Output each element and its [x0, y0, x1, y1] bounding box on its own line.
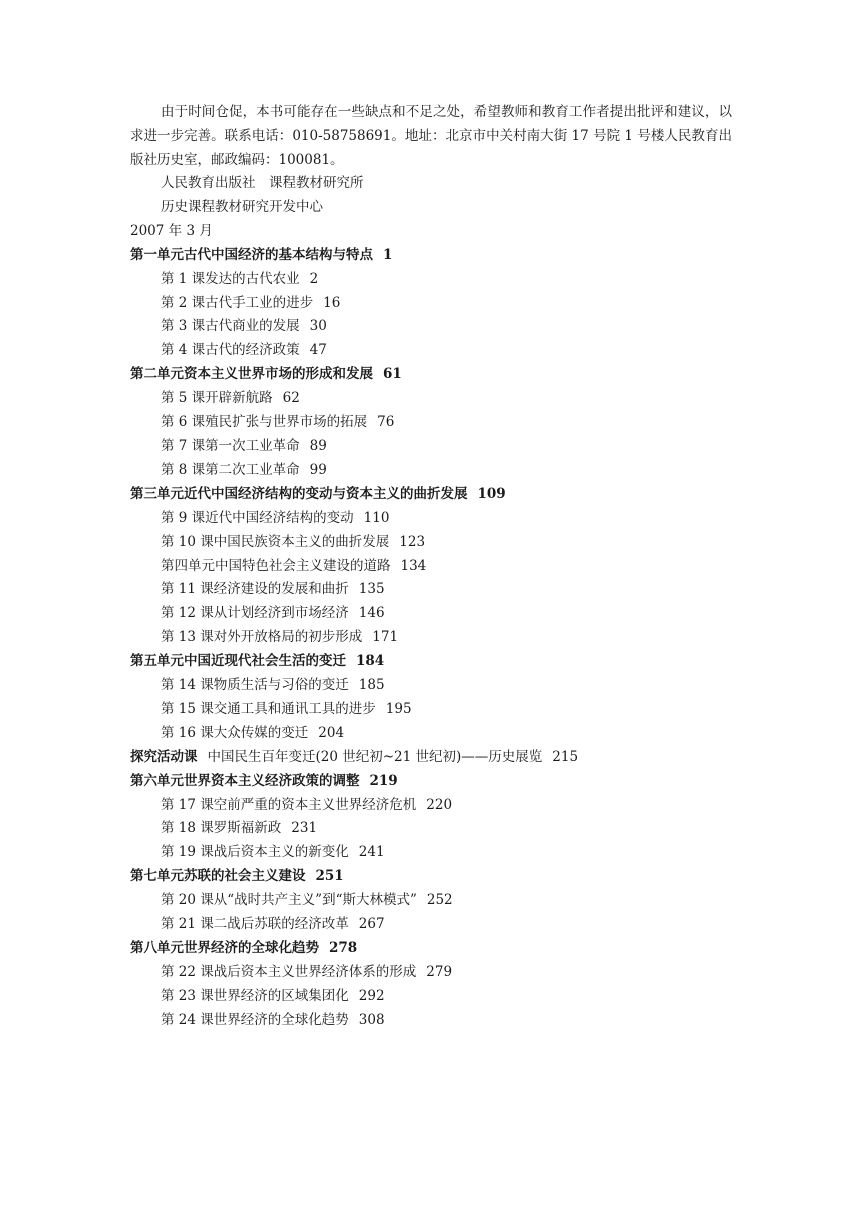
toc-unit-entry [130, 937, 732, 961]
publisher-line: 人民教育出版社 课程教材研究所 [161, 175, 364, 191]
toc-page-number: 204 [318, 724, 345, 741]
toc-page-number: 135 [358, 581, 385, 598]
toc-page-number: 89 [309, 437, 327, 454]
toc-entry-title: 第 1 课发达的古代农业 [161, 270, 300, 287]
toc-entry-title: 第六单元世界资本主义经济政策的调整 [130, 772, 360, 789]
toc-lesson-entry [130, 889, 732, 913]
toc-entry-title: 第二单元资本主义世界市场的形成和发展 [130, 366, 373, 383]
toc-lesson-entry [130, 817, 732, 841]
toc-entry-title: 第 2 课古代手工业的进步 [161, 294, 314, 311]
toc-page-number: 110 [363, 509, 390, 526]
toc-lesson-entry [130, 339, 732, 363]
toc-page-number: 1 [383, 246, 393, 263]
toc-activity-label: 探究活动课 [130, 748, 198, 765]
toc-entry-title: 第七单元苏联的社会主义建设 [130, 868, 306, 885]
toc-page-number: 231 [291, 820, 318, 837]
toc-lesson-entry [130, 531, 732, 555]
toc-unit-entry [130, 865, 732, 889]
toc-lesson-entry [130, 459, 732, 483]
toc-page-number: 76 [377, 414, 395, 431]
toc-entry-title: 第 24 课世界经济的全球化趋势 [161, 1011, 349, 1028]
toc-entry-title: 第八单元世界经济的全球化趋势 [130, 940, 319, 956]
toc-page-number: 278 [329, 940, 358, 956]
toc-entry-title: 第 12 课从计划经济到市场经济 [161, 605, 349, 622]
toc-page-number: 252 [426, 892, 453, 909]
toc-lesson-entry [130, 985, 732, 1009]
toc-page-number: 146 [358, 605, 385, 622]
toc-page-number: 134 [400, 557, 427, 574]
toc-page-number: 220 [426, 796, 453, 813]
toc-entry-title: 第一单元古代中国经济的基本结构与特点 [130, 246, 373, 263]
toc-entry-title: 第 23 课世界经济的区域集团化 [161, 987, 349, 1004]
toc-page-number: 30 [309, 318, 327, 335]
toc-entry-title: 第 17 课空前严重的资本主义世界经济危机 [161, 796, 417, 813]
toc-entry-title: 第 9 课近代中国经济结构的变动 [161, 509, 354, 526]
toc-lesson-entry [130, 698, 732, 722]
toc-page-number: 279 [426, 963, 453, 980]
toc-page-number: 109 [477, 485, 506, 502]
toc-page-number: 308 [358, 1011, 385, 1028]
table-of-contents [130, 244, 732, 1033]
toc-unit-entry [130, 244, 732, 268]
toc-entry-title: 第 10 课中国民族资本主义的曲折发展 [161, 533, 390, 550]
toc-unit-entry [130, 483, 732, 507]
toc-page-number: 16 [323, 294, 341, 311]
toc-page-number: 185 [358, 677, 385, 694]
toc-entry-title: 第 14 课物质生活与习俗的变迁 [161, 677, 349, 694]
toc-page-number: 62 [282, 390, 300, 407]
toc-page-number: 61 [383, 366, 402, 383]
toc-page-number: 99 [309, 461, 327, 478]
toc-entry-title: 第 3 课古代商业的发展 [161, 318, 300, 335]
toc-entry-title: 第 7 课第一次工业革命 [161, 437, 300, 454]
toc-page-number: 47 [309, 342, 327, 359]
toc-unit-entry [130, 770, 732, 794]
toc-lesson-entry [130, 578, 732, 602]
toc-entry-title: 第 6 课殖民扩张与世界市场的拓展 [161, 414, 368, 431]
toc-lesson-entry [130, 507, 732, 531]
toc-lesson-entry [130, 913, 732, 937]
toc-entry-title: 第 8 课第二次工业革命 [161, 461, 300, 478]
toc-lesson-entry [130, 435, 732, 459]
toc-lesson-entry [130, 387, 732, 411]
toc-page-number: 184 [356, 653, 385, 670]
toc-page-number: 251 [315, 868, 344, 885]
toc-lesson-entry [130, 722, 732, 746]
toc-page-number: 267 [358, 916, 385, 933]
toc-lesson-entry [130, 626, 732, 650]
toc-entry-title: 第 4 课古代的经济政策 [161, 342, 300, 359]
toc-entry-title: 中国民生百年变迁(20 世纪初~21 世纪初)——历史展览 [207, 748, 543, 765]
toc-page-number: 292 [358, 987, 385, 1004]
preface-paragraph: 由于时间仓促，本书可能存在一些缺点和不足之处，希望教师和教育工作者提出批评和建议，以求进一步完善。联系电话：010-58758691。地址：北京市中关村南大街 17 号院 1 号楼人民教育出版社历史室，邮政编码：100081。 [130, 104, 732, 168]
toc-activity-entry [130, 746, 732, 770]
toc-lesson-entry [130, 315, 732, 339]
toc-lesson-entry [130, 268, 732, 292]
toc-page-number: 241 [358, 844, 385, 861]
toc-entry-title: 第 5 课开辟新航路 [161, 390, 273, 407]
toc-unit-entry [130, 650, 732, 674]
toc-entry-title: 第三单元近代中国经济结构的变动与资本主义的曲折发展 [130, 485, 468, 502]
toc-entry-title: 第五单元中国近现代社会生活的变迁 [130, 653, 346, 670]
toc-page-number: 171 [372, 629, 399, 646]
toc-lesson-entry [130, 1009, 732, 1033]
toc-entry-title: 第 18 课罗斯福新政 [161, 820, 282, 837]
toc-lesson-entry [130, 794, 732, 818]
preface-date: 2007 年 3 月 [130, 222, 213, 239]
toc-entry-title: 第 11 课经济建设的发展和曲折 [161, 581, 349, 598]
toc-lesson-entry [130, 292, 732, 316]
toc-lesson-entry [130, 841, 732, 865]
toc-entry-title: 第 20 课从“战时共产主义”到“斯大林模式” [161, 892, 417, 909]
toc-page-number: 2 [309, 270, 319, 287]
toc-entry-title: 第四单元中国特色社会主义建设的道路 [161, 557, 391, 574]
toc-entry-title: 第 21 课二战后苏联的经济改革 [161, 916, 349, 933]
toc-page-number: 123 [399, 533, 426, 550]
toc-entry-title: 第 19 课战后资本主义的新变化 [161, 844, 349, 861]
toc-lesson-entry [130, 674, 732, 698]
toc-page-number: 215 [552, 748, 579, 765]
toc-lesson-entry [130, 555, 732, 579]
toc-page-number: 195 [385, 700, 412, 717]
toc-lesson-entry [130, 602, 732, 626]
research-center-line: 历史课程教材研究开发中心 [161, 198, 323, 215]
toc-entry-title: 第 22 课战后资本主义世界经济体系的形成 [161, 963, 417, 980]
toc-entry-title: 第 16 课大众传媒的变迁 [161, 724, 309, 741]
toc-page-number: 219 [369, 772, 398, 789]
toc-entry-title: 第 13 课对外开放格局的初步形成 [161, 629, 363, 646]
toc-lesson-entry [130, 411, 732, 435]
toc-unit-entry [130, 363, 732, 387]
toc-entry-title: 第 15 课交通工具和通讯工具的进步 [161, 700, 376, 717]
toc-lesson-entry [130, 961, 732, 985]
